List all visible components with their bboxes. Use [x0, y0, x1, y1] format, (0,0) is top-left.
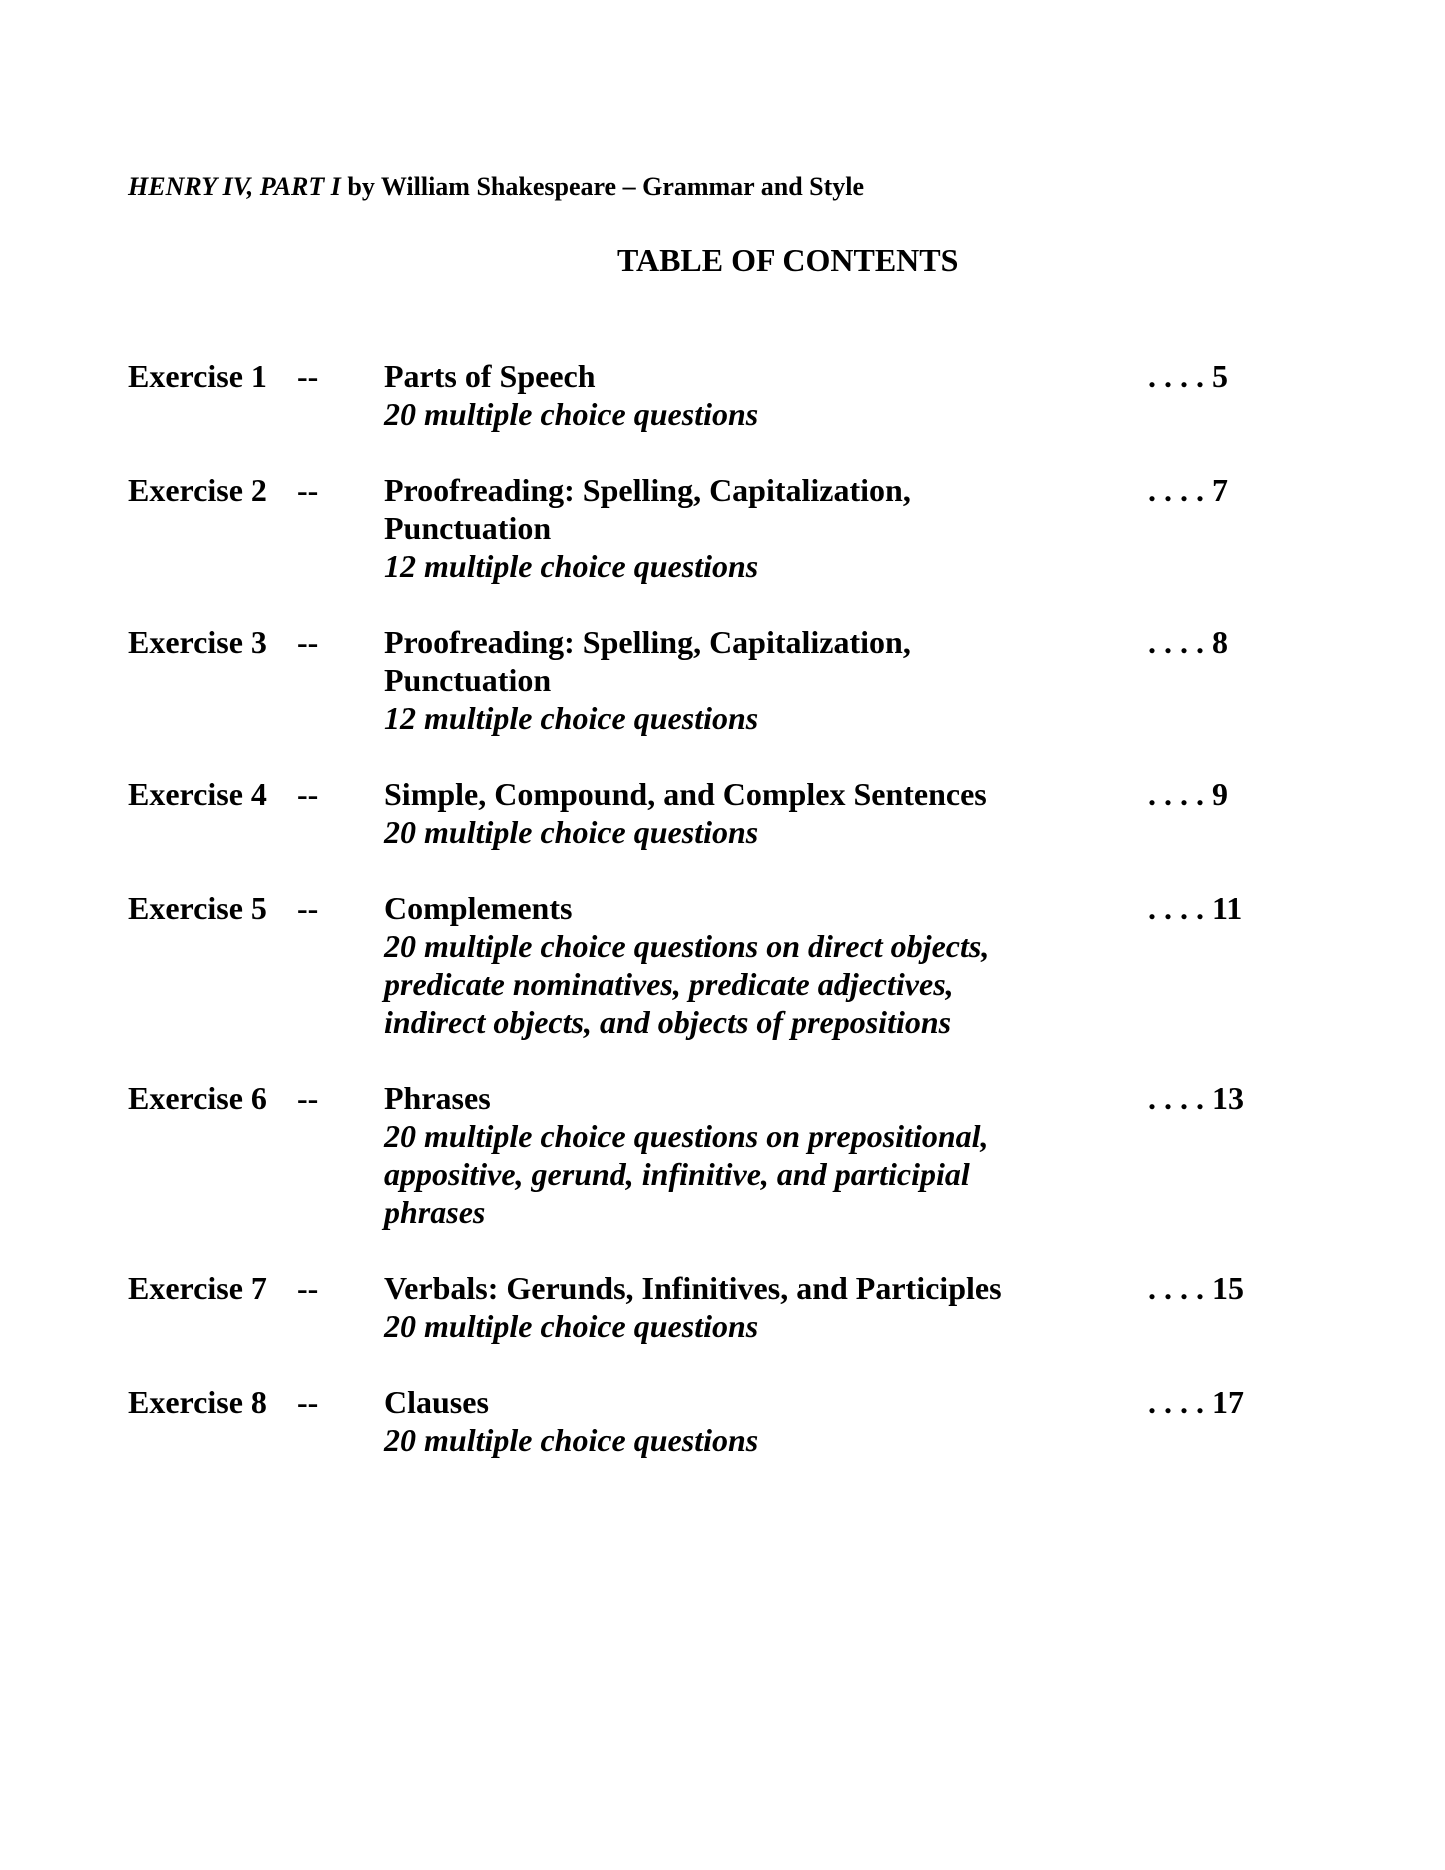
page-number: . . . . 7	[1148, 472, 1228, 508]
page-number: . . . . 15	[1148, 1270, 1244, 1306]
exercise-description: 20 multiple choice questions	[384, 814, 759, 850]
exercise-label: Exercise 4	[128, 776, 267, 812]
exercise-body	[384, 775, 1104, 851]
exercise-description: 12 multiple choice questions	[384, 700, 759, 736]
exercise-body	[384, 1383, 1024, 1459]
document-header	[128, 170, 864, 204]
exercise-label: Exercise 2	[128, 472, 267, 508]
exercise-description: 20 multiple choice questions	[384, 396, 759, 432]
exercise-body	[384, 623, 1024, 737]
exercise-separator: --	[297, 1080, 319, 1116]
exercise-title: Simple, Compound, and Complex Sentences	[384, 776, 987, 812]
exercise-label: Exercise 1	[128, 358, 267, 394]
page-number: . . . . 5	[1148, 358, 1228, 394]
exercise-label: Exercise 7	[128, 1270, 267, 1306]
page-number: . . . . 17	[1148, 1384, 1244, 1420]
toc-heading: TABLE OF CONTENTS	[617, 242, 959, 278]
exercise-title: Proofreading: Spelling, Capitalization, Punctuation	[384, 624, 911, 698]
exercise-body	[384, 471, 1024, 585]
exercise-label: Exercise 8	[128, 1384, 267, 1420]
exercise-description: 12 multiple choice questions	[384, 548, 759, 584]
exercise-title: Proofreading: Spelling, Capitalization, Punctuation	[384, 472, 911, 546]
page-number: . . . . 9	[1148, 776, 1228, 812]
exercise-title: Verbals: Gerunds, Infinitives, and Participles	[384, 1270, 1002, 1306]
exercise-description: 20 multiple choice questions	[384, 1308, 759, 1344]
exercise-body	[384, 889, 1024, 1041]
exercise-description: 20 multiple choice questions on direct objects, predicate nominatives, predicate adjectives, indirect objects, and objects of prepositions	[384, 928, 990, 1040]
exercise-title: Complements	[384, 890, 573, 926]
header-subtitle: by William Shakespeare – Grammar and Style	[340, 172, 865, 201]
page-number: . . . . 8	[1148, 624, 1228, 660]
exercise-body	[384, 1079, 1024, 1231]
exercise-title: Phrases	[384, 1080, 491, 1116]
exercise-body	[384, 357, 1024, 433]
exercise-separator: --	[297, 472, 319, 508]
exercise-label: Exercise 3	[128, 624, 267, 660]
exercise-separator: --	[297, 358, 319, 394]
page-number: . . . . 13	[1148, 1080, 1244, 1116]
exercise-description: 20 multiple choice questions	[384, 1422, 759, 1458]
page-number: . . . . 11	[1148, 890, 1243, 926]
exercise-separator: --	[297, 890, 319, 926]
exercise-separator: --	[297, 1270, 319, 1306]
header-book-title: HENRY IV, PART I	[128, 172, 341, 201]
exercise-separator: --	[297, 1384, 319, 1420]
exercise-label: Exercise 6	[128, 1080, 267, 1116]
exercise-title: Clauses	[384, 1384, 489, 1420]
exercise-title: Parts of Speech	[384, 358, 596, 394]
exercise-description: 20 multiple choice questions on prepositional, appositive, gerund, infinitive, and participial phrases	[384, 1118, 989, 1230]
exercise-separator: --	[297, 776, 319, 812]
exercise-separator: --	[297, 624, 319, 660]
exercise-body	[384, 1269, 1124, 1345]
exercise-label: Exercise 5	[128, 890, 267, 926]
